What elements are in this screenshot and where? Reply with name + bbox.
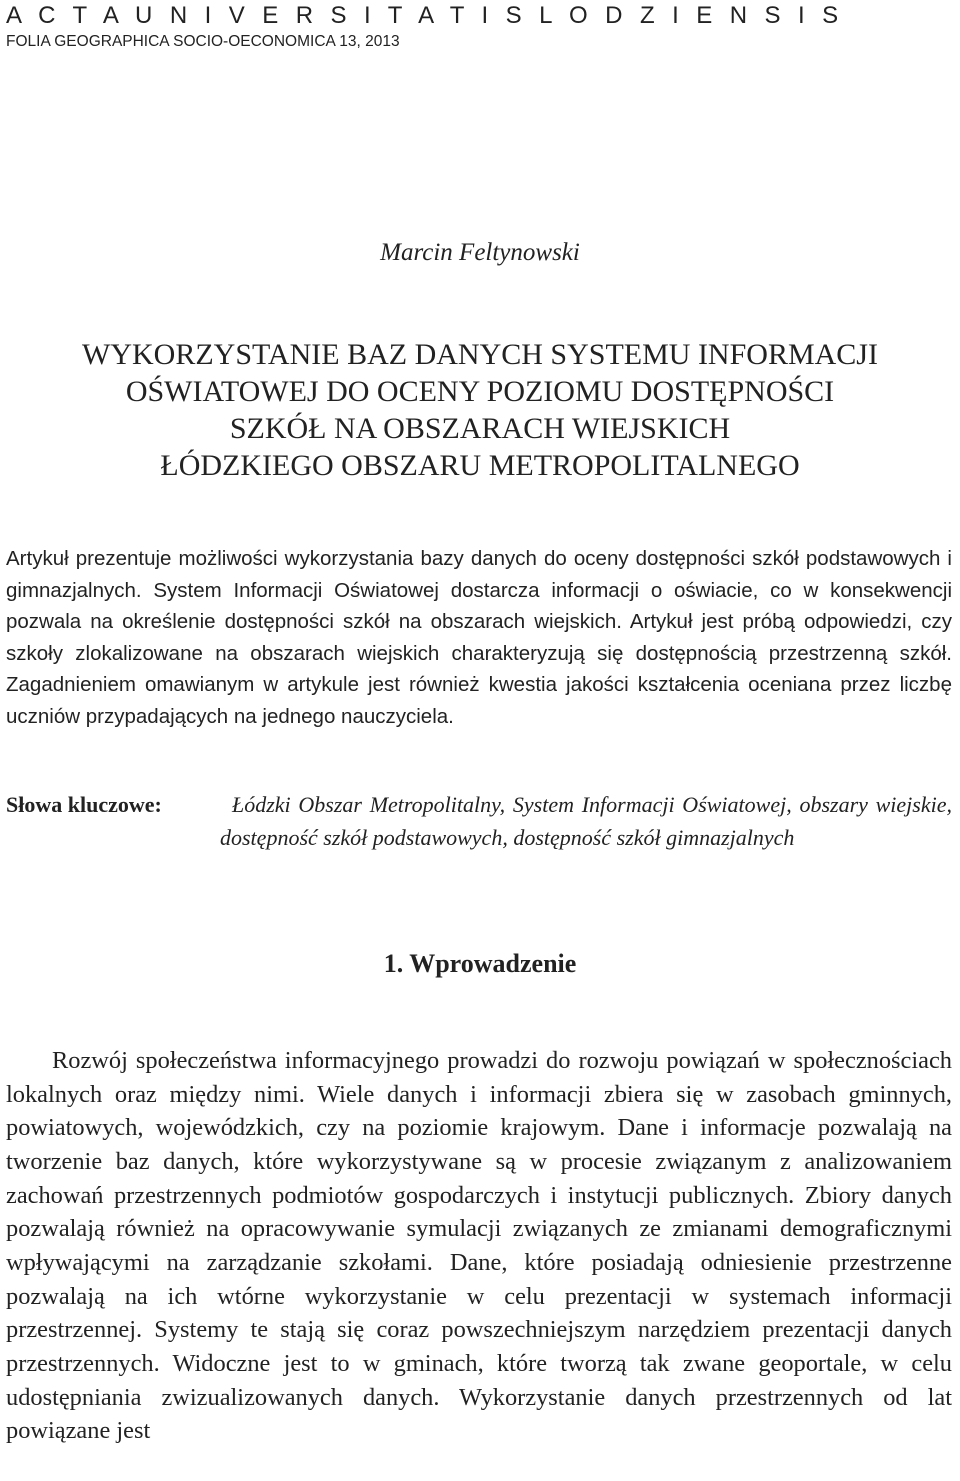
article-title-line: SZKÓŁ NA OBSZARACH WIEJSKICH (229, 412, 731, 445)
article-title-line: OŚWIATOWEJ DO OCENY POZIOMU DOSTĘPNOŚCI (125, 375, 835, 408)
article-title (0, 336, 960, 484)
article-title-line: WYKORZYSTANIE BAZ DANYCH SYSTEMU INFORMACJI (82, 338, 878, 371)
article-abstract: Artykuł prezentuje możliwości wykorzystania bazy danych do oceny dostępności szkół podstawowych i gimnazjalnych. System Informacji Oświatowej dostarcza informacji o oświacie, co w konsekwencji pozwala na określenie dostępności szkół na obszarach wiejskich. Artykuł jest próbą odpowiedzi, czy szkoły zlokalizowane na obszarach wiejskich charakteryzują się dostępnością przestrzenną szkół. Zagadnieniem omawianym w artykule jest również kwestia jakości kształcenia oceniana przez liczbę uczniów przypadających na jednego nauczyciela. (6, 547, 952, 728)
body-paragraph: Rozwój społeczeństwa informacyjnego prowadzi do rozwoju powiązań w społecznościach lokalnych oraz między nimi. Wiele danych i informacji zbiera się w zasobach gminnych, powiatowych, wojewódzkich, czy na poziomie krajowym. Dane i informacje pozwalają na tworzenie baz danych, które wykorzystywane są w procesie związanym z analizowaniem zachowań przestrzennych podmiotów gospodarczych i instytucji publicznych. Zbiory danych pozwalają również na opracowywanie symulacji związanych ze zmianami demograficznymi wpływającymi na zarządzanie szkołami. Dane, które posiadają odniesienie przestrzenne pozwalają na ich wtórne wykorzystanie w celu prezentacji w systemach informacji przestrzennej. Systemy te stają się coraz powszechniejszym narzędziem prezentacji danych przestrzennych. Widoczne jest to w gminach, które tworzą tak zwane geoportale, w celu udostępniania zwizualizowanych danych. Wykorzystanie danych przestrzennych od lat powiązane jest (6, 1047, 952, 1445)
section-heading: 1. Wprowadzenie (383, 949, 577, 978)
article-author: Marcin Feltynowski (380, 239, 580, 266)
journal-title: A C T A U N I V E R S I T A T I S L O D Z I E N S I S (6, 2, 844, 29)
keywords-label: Słowa kluczowe: (6, 792, 162, 817)
journal-series: FOLIA GEOGRAPHICA SOCIO-OECONOMICA 13, 2013 (6, 33, 400, 50)
keywords-text: Łódzki Obszar Metropolitalny, System Informacji Oświatowej, obszary wiejskie, dostępność szkół podstawowych, dostępność szkół gimnazjalnych (220, 792, 952, 850)
article-title-line: ŁÓDZKIEGO OBSZARU METROPOLITALNEGO (160, 449, 800, 482)
